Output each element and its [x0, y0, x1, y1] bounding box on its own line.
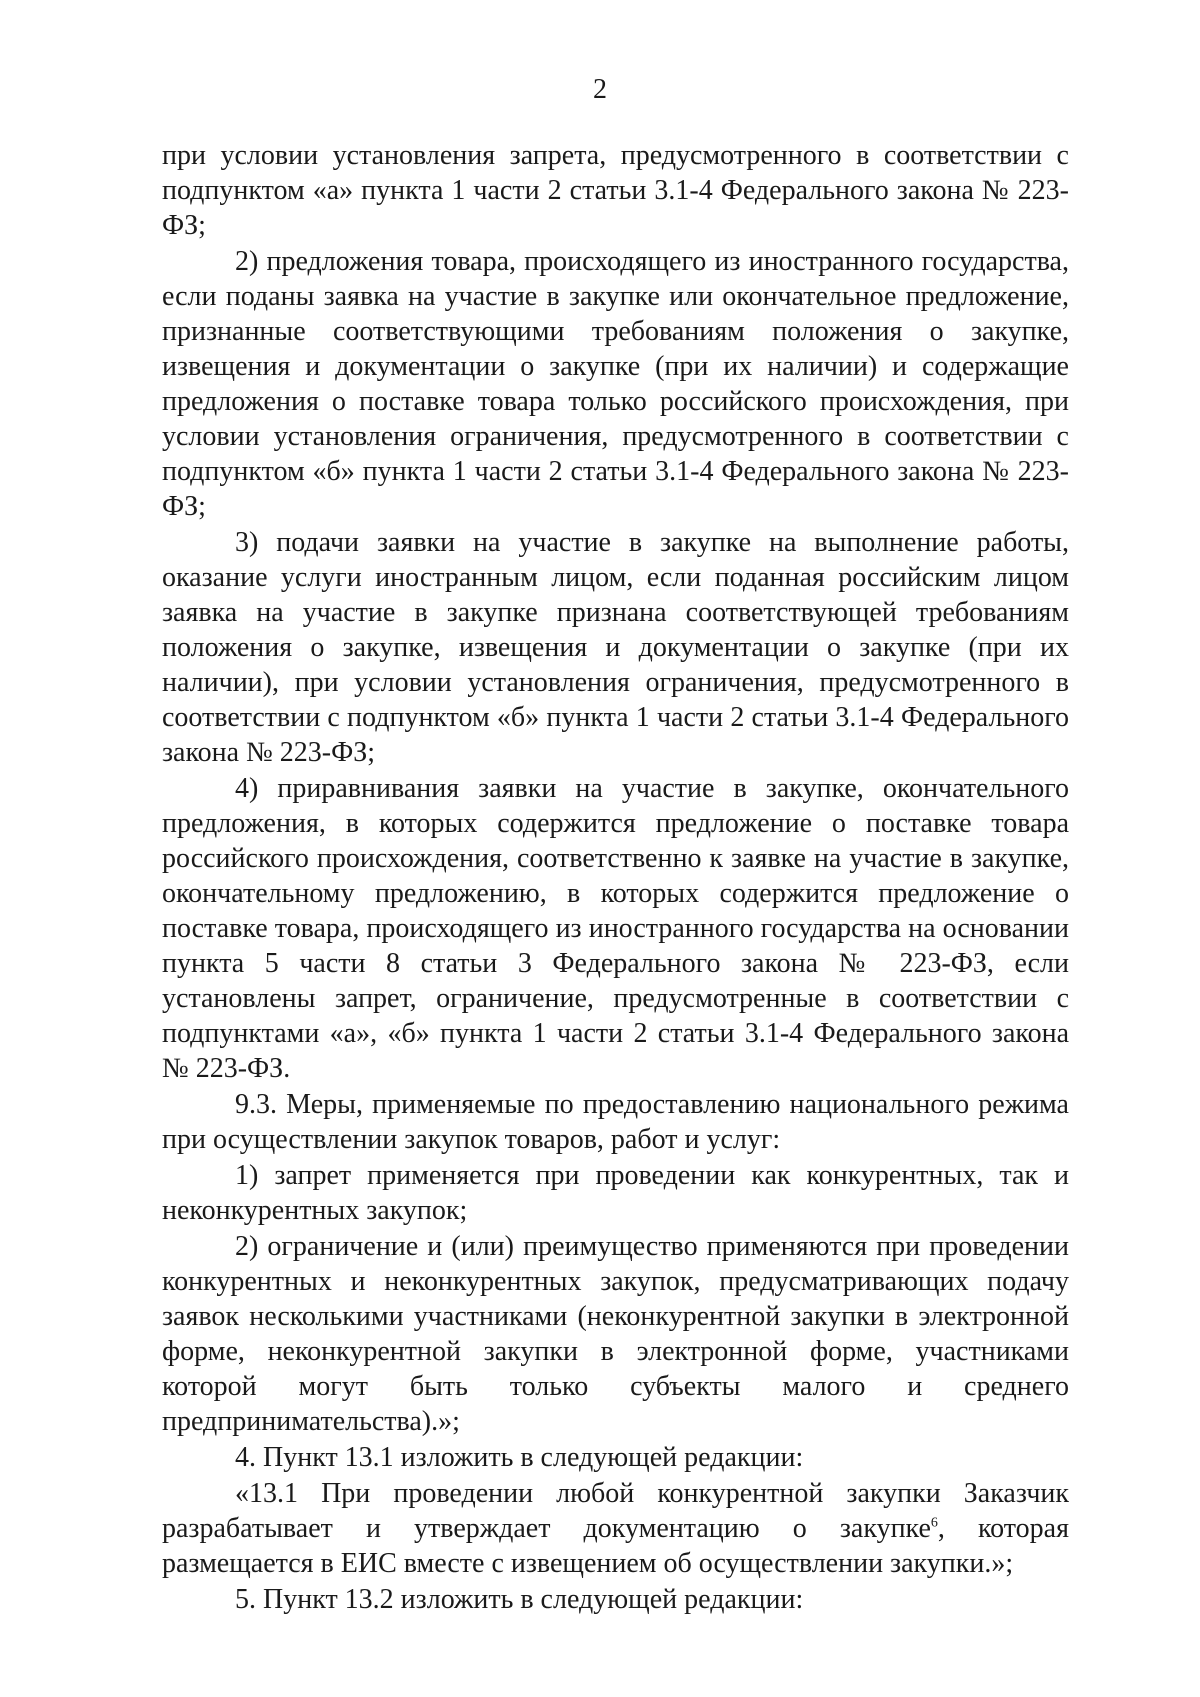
document-body	[162, 138, 1069, 1617]
clause-13-1-text-end: , которая размещается в ЕИС вместе с извещением об осуществлении закупки.»;	[162, 1513, 1069, 1579]
paragraph-continuation: при условии установления запрета, предусмотренного в соответствии с подпунктом «а» пункта 1 части 2 статьи 3.1-4 Федерального закона № 223-ФЗ;	[162, 140, 1069, 241]
page-number: 2	[593, 74, 607, 105]
paragraph-amendment-4: 4. Пункт 13.1 изложить в следующей редакции:	[235, 1442, 804, 1473]
paragraph-amendment-5: 5. Пункт 13.2 изложить в следующей редакции:	[235, 1584, 804, 1615]
paragraph-item-4: 4) приравнивания заявки на участие в закупке, окончательного предложения, в которых содержится предложение о поставке товара российского происхождения, соответственно к заявке на участие в закупке, окончательному предложению, в которых содержится предложение о поставке товара, происходящего из иностранного государства на основании пункта 5 части 8 статьи 3 Федерального закона № 223-ФЗ, если установлены запрет, ограничение, предусмотренные в соответствии с подпунктами «а», «б» пункта 1 части 2 статьи 3.1-4 Федерального закона № 223-ФЗ.	[162, 773, 1069, 1084]
paragraph-measure-1: 1) запрет применяется при проведении как конкурентных, так и неконкурентных закупок;	[162, 1160, 1069, 1226]
footnote-marker[interactable]: 6	[930, 1515, 938, 1531]
paragraph-measure-2: 2) ограничение и (или) преимущество применяются при проведении конкурентных и неконкурентных закупок, предусматривающих подачу заявок несколькими участниками (неконкурентной закупки в электронной форме, неконкурентной закупки в электронной форме, участниками которой могут быть только субъекты малого и среднего предпринимательства).»;	[162, 1231, 1069, 1437]
paragraph-section-9-3: 9.3. Меры, применяемые по предоставлению национального режима при осуществлении закупок товаров, работ и услуг:	[162, 1089, 1069, 1155]
clause-13-1-text-start: «13.1 При проведении любой конкурентной закупки Заказчик разрабатывает и утверждает документацию о закупке	[162, 1478, 1069, 1544]
paragraph-item-2: 2) предложения товара, происходящего из иностранного государства, если поданы заявка на участие в закупке или окончательное предложение, признанные соответствующими требованиям положения о закупке, извещения и документации о закупке (при их наличии) и содержащие предложения о поставке товара только российского происхождения, при условии установления ограничения, предусмотренного в соответствии с подпунктом «б» пункта 1 части 2 статьи 3.1-4 Федерального закона № 223-ФЗ;	[162, 246, 1069, 522]
paragraph-clause-13-1	[162, 1476, 1069, 1581]
paragraph-item-3: 3) подачи заявки на участие в закупке на выполнение работы, оказание услуги иностранным лицом, если поданная российским лицом заявка на участие в закупке признана соответствующей требованиям положения о закупке, извещения и документации о закупке (при их наличии), при условии установления ограничения, предусмотренного в соответствии с подпунктом «б» пункта 1 части 2 статьи 3.1-4 Федерального закона № 223-ФЗ;	[162, 527, 1069, 768]
